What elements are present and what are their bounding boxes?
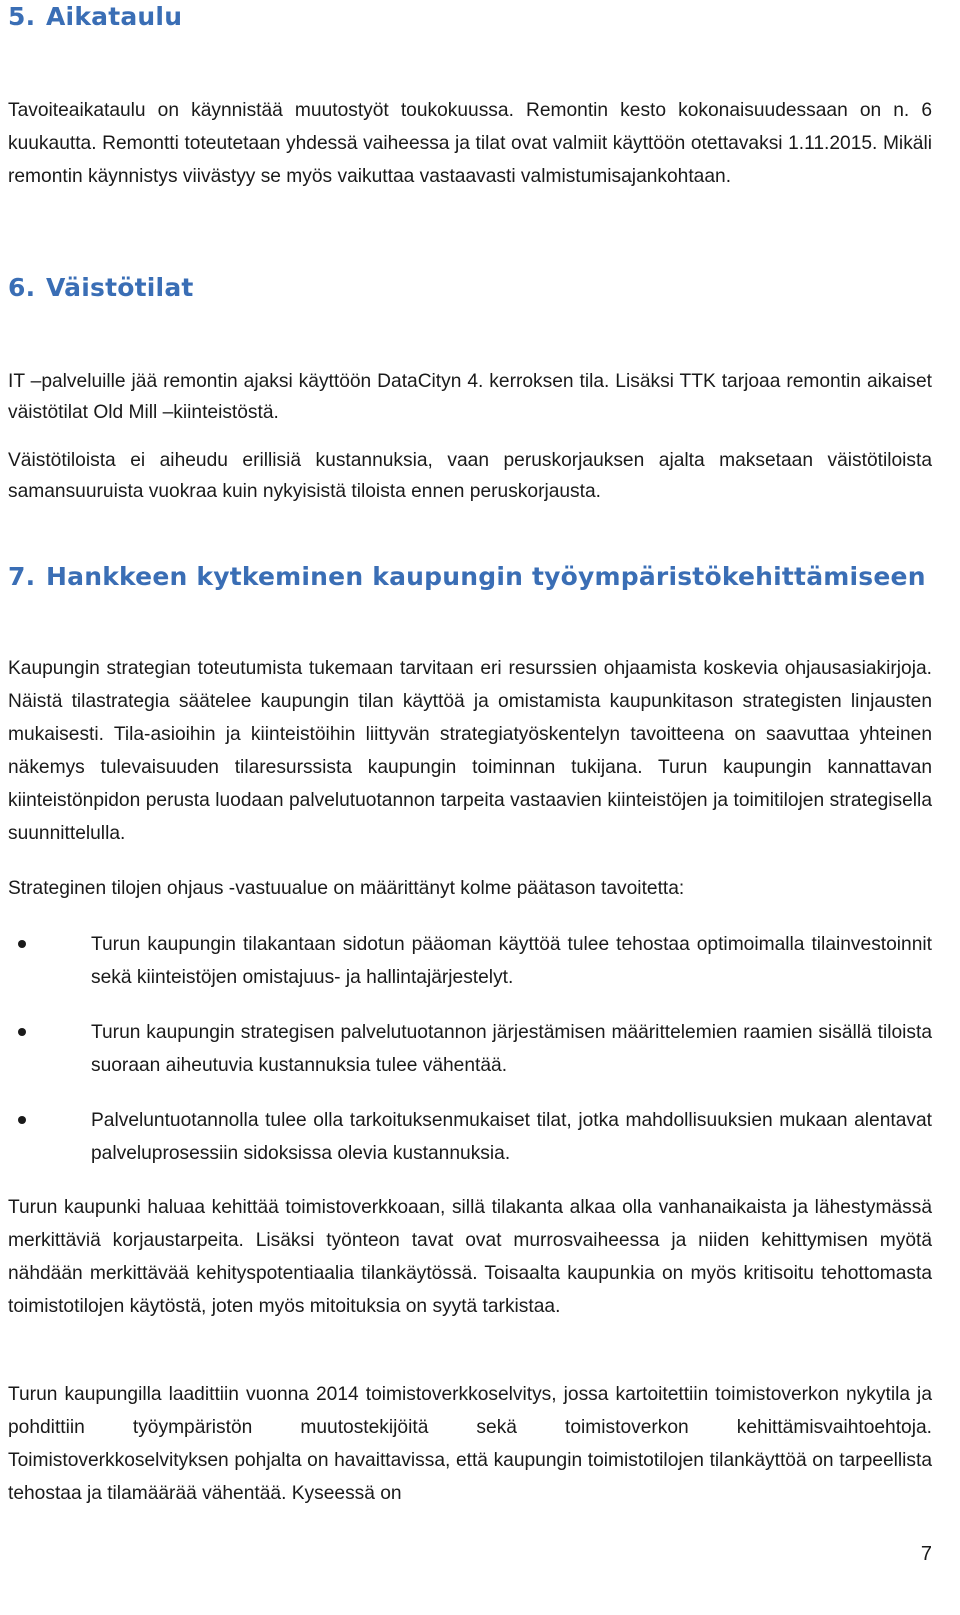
bullet-icon bbox=[18, 940, 26, 948]
paragraph: Turun kaupunki haluaa kehittää toimistoverkkoaan, sillä tilakanta alkaa olla vanhanaikaista ja lähestymässä merkittäviä korjaustarpeita. Lisäksi työnteon tavat ovat murrosvaiheessa ja niiden kehittymisen myötä nähdään merkittävää kehityspotentiaalia tilankäytössä. Toisaalta kaupunkia on myös kritisoitu tehottomasta toimistotilojen käytöstä, joten myös mitoituksia on syytä tarkistaa. bbox=[8, 1197, 932, 1317]
page-number: 7 bbox=[920, 1543, 932, 1565]
section-number: 6. bbox=[8, 273, 36, 302]
section-number: 7. bbox=[8, 562, 36, 591]
section-title: Väistötilat bbox=[46, 273, 194, 302]
paragraph: Turun kaupungilla laadittiin vuonna 2014 toimistoverkkoselvitys, jossa kartoitettiin toimistoverkon nykytila ja pohdittiin työympäristön muutostekijöitä sekä toimistoverkon kehittämisvaihtoehtoja. Toimistoverkkoselvityksen pohjalta on havaittavissa, että kaupungin toimistotilojen tilankäyttöä on tarpeellista tehostaa ja tilamäärää vähentää. Kyseessä on bbox=[8, 1384, 932, 1504]
list-item-text: Turun kaupungin tilakantaan sidotun pääoman käyttöä tulee tehostaa optimoimalla tilainvestoinnit sekä kiinteistöjen omistajuus- ja hallintajärjestelyt. bbox=[91, 934, 932, 988]
list-item bbox=[8, 928, 932, 994]
bullet-icon bbox=[18, 1028, 26, 1036]
section-heading-7 bbox=[8, 562, 926, 591]
paragraph: IT –palveluille jää remontin ajaksi käyttöön DataCityn 4. kerroksen tila. Lisäksi TTK tarjoaa remontin aikaiset väistötilat Old Mill –kiinteistöstä. bbox=[8, 371, 932, 423]
list-item bbox=[8, 1104, 932, 1170]
list-item-text: Palveluntuotannolla tulee olla tarkoituksenmukaiset tilat, jotka mahdollisuuksien mukaan alentavat palveluprosessiin sidoksissa olevia kustannuksia. bbox=[91, 1110, 932, 1164]
section-number: 5. bbox=[8, 2, 36, 31]
paragraph: Tavoiteaikataulu on käynnistää muutostyöt toukokuussa. Remontin kesto kokonaisuudessaan on n. 6 kuukautta. Remontti toteutetaan yhdessä vaiheessa ja tilat ovat valmiit käyttöön otettavaksi 1.11.2015. Mikäli remontin käynnistys viivästyy se myös vaikuttaa vastaavasti valmistumisajankohtaan. bbox=[8, 100, 932, 187]
section-heading-6 bbox=[8, 273, 194, 302]
list-item bbox=[8, 1016, 932, 1082]
paragraph: Strateginen tilojen ohjaus -vastuualue on määrittänyt kolme päätason tavoitetta: bbox=[8, 878, 685, 899]
paragraph: Väistötiloista ei aiheudu erillisiä kustannuksia, vaan peruskorjauksen ajalta maksetaan väistötiloista samansuuruista vuokraa kuin nykyisistä tiloista ennen peruskorjausta. bbox=[8, 450, 932, 502]
list-item-text: Turun kaupungin strategisen palvelutuotannon järjestämisen määrittelemien raamien sisällä tiloista suoraan aiheutuvia kustannuksia tulee vähentää. bbox=[91, 1022, 932, 1076]
paragraph: Kaupungin strategian toteutumista tukemaan tarvitaan eri resurssien ohjaamista koskevia ohjausasiakirjoja. Näistä tilastrategia säätelee kaupungin tilan käyttöä ja omistamista kaupunkitason strategisten linjausten mukaisesti. Tila-asioihin ja kiinteistöihin liittyvän strategiatyöskentelyn tavoitteena on saavuttaa yhteinen näkemys tulevaisuuden tilaresurssista kaupungin toiminnan tukijana. Turun kaupungin kannattavan kiinteistönpidon perusta luodaan palvelutuotannon tarpeita vastaavien kiinteistöjen ja toimitilojen strategisella suunnittelulla. bbox=[8, 658, 932, 844]
section-heading-5 bbox=[8, 2, 182, 31]
section-title: Hankkeen kytkeminen kaupungin työympäristökehittämiseen bbox=[46, 562, 926, 591]
section-title: Aikataulu bbox=[46, 2, 183, 31]
bullet-icon bbox=[18, 1116, 26, 1124]
